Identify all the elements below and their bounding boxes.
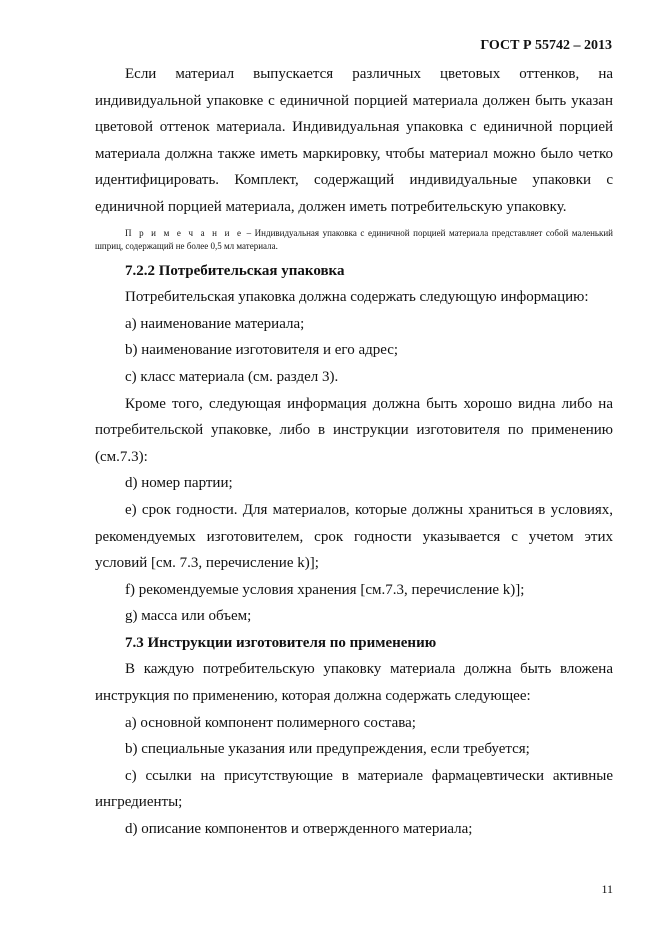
document-body [95,61,613,843]
list-item: c) ссылки на присутствующие в материале фармацевтически активные ингредиенты; [95,767,613,811]
list-item: f) рекомендуемые условия хранения [см.7.3, перечисление k)]; [125,581,525,598]
section-heading-722: 7.2.2 Потребительская упаковка [125,262,345,279]
paragraph-additional-info: Кроме того, следующая информация должна быть хорошо видна либо на потребительской упаковке, либо в инструкции изготовителя по применению (см.7.3): [95,395,613,465]
document-id-header: ГОСТ Р 55742 – 2013 [480,38,612,53]
list-item: d) номер партии; [125,475,233,492]
paragraph-color-shades: Если материал выпускается различных цветовых оттенков, на индивидуальной упаковке с единичной порцией материала должен быть указан цветовой оттенок материала. Индивидуальная упаковка с единичной порцией материала должна также иметь маркировку, чтобы материал можно было четко идентифицировать. Комплект, содержащий индивидуальные упаковки с единичной порцией материала, должен иметь потребительскую упаковку. [95,66,613,215]
note-label: П р и м е ч а н и е [125,227,243,238]
list-item: а) основной компонент полимерного состава; [125,714,416,731]
section-722-intro: Потребительская упаковка должна содержать следующую информацию: [125,289,589,306]
section-73-intro: В каждую потребительскую упаковку материала должна быть вложена инструкция по применению, которая должна содержать следующее: [95,661,613,705]
note-text: – Индивидуальная упаковка с единичной порцией материала представляет собой маленький шприц, содержащий не более 0,5 мл материала. [95,227,613,251]
section-heading-73: 7.3 Инструкции изготовителя по применению [125,634,437,651]
list-item: e) срок годности. Для материалов, которые должны храниться в условиях, рекомендуемых изготовителем, срок годности указывается с учетом этих условий [см. 7.3, перечисление k)]; [95,501,613,572]
list-item: с) класс материала (см. раздел 3). [125,368,339,385]
list-item: b) наименование изготовителя и его адрес; [125,342,399,359]
note [95,227,613,253]
list-item: b) специальные указания или предупреждения, если требуется; [125,741,530,758]
page-number: 11 [601,882,613,896]
list-item: g) масса или объем; [125,608,252,625]
list-item: а) наименование материала; [125,315,305,332]
list-item: d) описание компонентов и отвержденного материала; [125,821,473,838]
